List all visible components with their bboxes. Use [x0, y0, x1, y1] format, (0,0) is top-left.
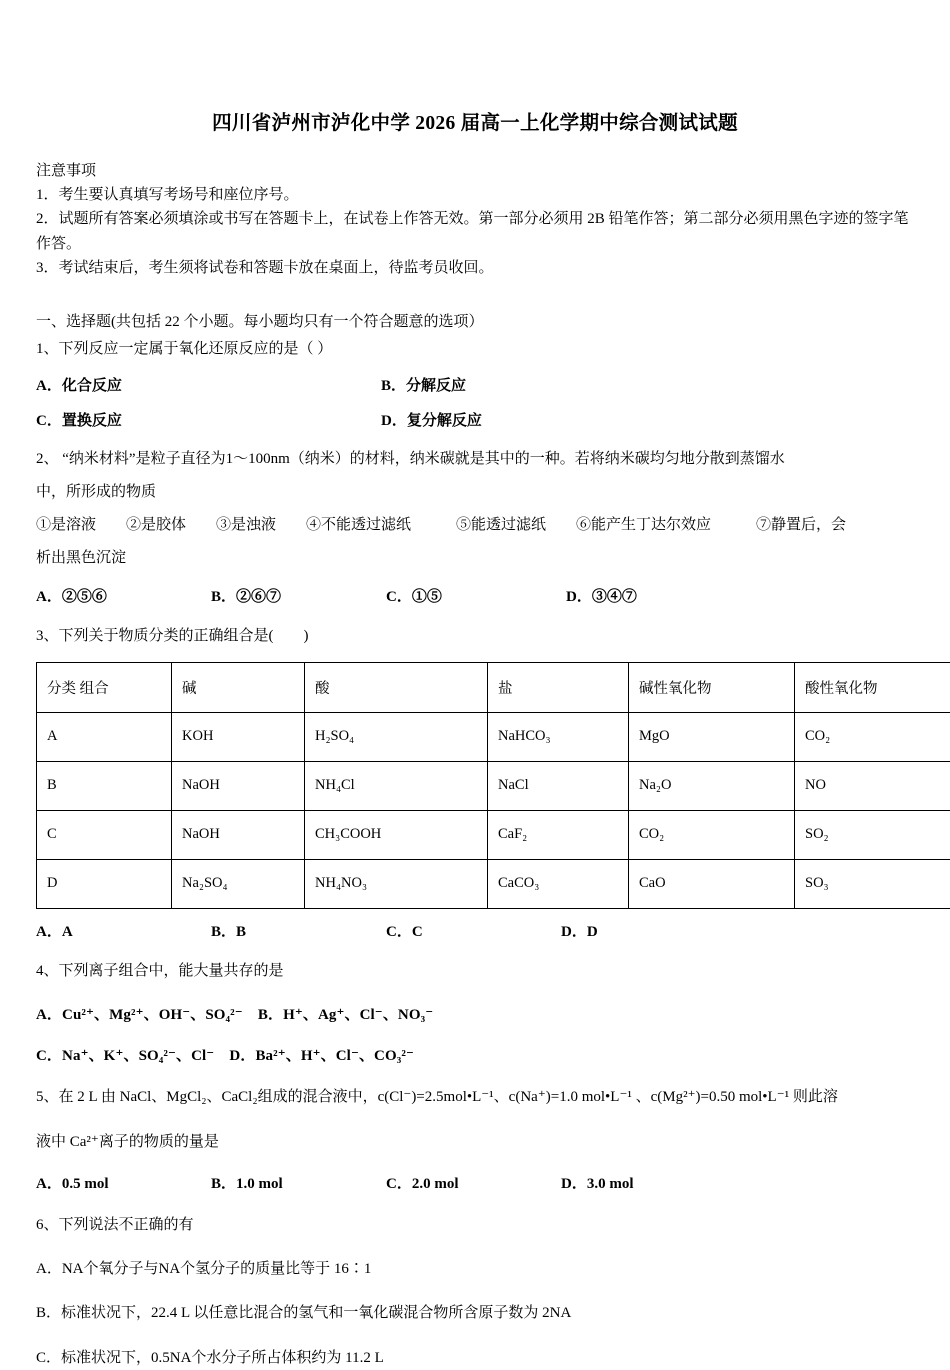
question-2-option-d[interactable]: [566, 585, 637, 606]
option-text: 0.5 mol: [62, 1176, 109, 1192]
cell-acidic-oxide: NO: [795, 761, 950, 810]
option-label: B．: [381, 378, 406, 394]
option-label: A．: [36, 924, 62, 940]
question-3-option-b[interactable]: [211, 920, 386, 941]
question-2-items-line-2: 析出黑色沉淀: [36, 543, 918, 573]
question-6-option-a[interactable]: A．NA个氧分子与NA个氢分子的质量比等于 16∶1: [36, 1257, 918, 1281]
cell-acidic-oxide: SO₃: [795, 859, 950, 908]
page-title: 四川省泸州市泸化中学 2026 届高一上化学期中综合测试试题: [0, 0, 950, 135]
question-3-options-row: [36, 920, 918, 941]
option-text: 化合反应: [62, 378, 122, 394]
option-label: C．: [386, 924, 412, 940]
cell-base: NaOH: [172, 810, 305, 859]
cell-group: A: [37, 712, 172, 761]
classification-table: [36, 662, 950, 909]
table-header-acid: 酸: [305, 662, 488, 712]
table-row: [37, 810, 950, 859]
cell-acid: NH₄Cl: [305, 761, 488, 810]
notice-item-2: 2．试题所有答案必须填涂或书写在答题卡上，在试卷上作答无效。第一部分必须用 2B 铅笔作答；第二部分必须用黑色字迹的签字笔作答。: [36, 207, 918, 256]
table-header-group: 分类 组合: [37, 662, 172, 712]
option-text: ①⑤: [412, 589, 442, 605]
table-row: [37, 761, 950, 810]
option-label: A．: [36, 1176, 62, 1192]
question-1-options-row-1: [36, 374, 918, 395]
option-text: A: [62, 924, 73, 940]
option-text: ②⑥⑦: [236, 589, 281, 605]
question-5-option-a[interactable]: [36, 1172, 211, 1193]
cell-basic-oxide: CO₂: [629, 810, 795, 859]
table-row: [37, 712, 950, 761]
question-5-option-b[interactable]: [211, 1172, 386, 1193]
option-label: A．: [36, 378, 62, 394]
cell-salt: CaF₂: [488, 810, 629, 859]
option-label: C．: [386, 1176, 412, 1192]
table-row: [37, 859, 950, 908]
option-text: C: [412, 924, 423, 940]
question-5-option-d[interactable]: [561, 1172, 634, 1193]
cell-salt: CaCO₃: [488, 859, 629, 908]
question-2-stem-line-2: 中，所形成的物质: [36, 477, 918, 507]
option-label: D．: [381, 413, 407, 429]
option-text: 2.0 mol: [412, 1176, 459, 1192]
cell-acidic-oxide: SO₂: [795, 810, 950, 859]
question-4-options-line-2[interactable]: C．Na⁺、K⁺、SO₄²⁻、Cl⁻ D．Ba²⁺、H⁺、Cl⁻、CO₃²⁻: [36, 1044, 918, 1065]
question-5-stem-line-1: 5、在 2 L 由 NaCl、MgCl₂、CaCl₂组成的混合液中，c(Cl⁻)=2.5mol•L⁻¹、c(Na⁺)=1.0 mol•L⁻¹ 、c(Mg²⁺)=0.50 mol•L⁻¹ 则此溶: [36, 1085, 918, 1109]
question-5-options-row: [36, 1172, 918, 1193]
question-4-stem: 4、下列离子组合中，能大量共存的是: [36, 959, 918, 983]
question-6-option-c[interactable]: C．标准状况下，0.5NA个水分子所占体积约为 11.2 L: [36, 1346, 918, 1370]
table-header-acidic-oxide: 酸性氧化物: [795, 662, 950, 712]
question-5-stem-line-2: 液中 Ca²⁺离子的物质的量是: [36, 1130, 918, 1154]
question-2-option-a[interactable]: [36, 585, 211, 606]
option-text: 3.0 mol: [587, 1176, 634, 1192]
cell-group: D: [37, 859, 172, 908]
cell-acid: NH₄NO₃: [305, 859, 488, 908]
option-text: 分解反应: [406, 378, 466, 394]
option-text: ②⑤⑥: [62, 589, 107, 605]
option-text: 复分解反应: [407, 413, 482, 429]
option-text: D: [587, 924, 598, 940]
cell-salt: NaHCO₃: [488, 712, 629, 761]
question-2-option-b[interactable]: [211, 585, 386, 606]
question-2-options-row: [36, 585, 918, 606]
cell-basic-oxide: CaO: [629, 859, 795, 908]
question-1-option-a[interactable]: [36, 374, 381, 395]
option-text: ③④⑦: [592, 589, 637, 605]
cell-acidic-oxide: CO₂: [795, 712, 950, 761]
question-1-option-d[interactable]: [381, 409, 482, 430]
cell-basic-oxide: Na₂O: [629, 761, 795, 810]
question-2-stem-line-1: 2、 “纳米材料”是粒子直径为1～100nm（纳米）的材料，纳米碳就是其中的一种。若将纳米碳均匀地分散到蒸馏水: [36, 444, 918, 474]
option-label: D．: [561, 1176, 587, 1192]
table-header-basic-oxide: 碱性氧化物: [629, 662, 795, 712]
question-5-option-c[interactable]: [386, 1172, 561, 1193]
option-label: A．: [36, 589, 62, 605]
notice-item-1: 1．考生要认真填写考场号和座位序号。: [36, 183, 918, 207]
cell-base: NaOH: [172, 761, 305, 810]
cell-acid: CH₃COOH: [305, 810, 488, 859]
question-2-option-c[interactable]: [386, 585, 566, 606]
document-body: [0, 161, 950, 1370]
notice-heading: 注意事项: [36, 161, 918, 183]
notice-item-3: 3．考试结束后，考生须将试卷和答题卡放在桌面上，待监考员收回。: [36, 256, 918, 280]
option-text: B: [236, 924, 246, 940]
option-text: 置换反应: [62, 413, 122, 429]
question-6-stem: 6、下列说法不正确的有: [36, 1213, 918, 1237]
option-label: D．: [561, 924, 587, 940]
table-header-salt: 盐: [488, 662, 629, 712]
cell-base: KOH: [172, 712, 305, 761]
table-header-row: [37, 662, 950, 712]
cell-salt: NaCl: [488, 761, 629, 810]
question-1-stem: 1、下列反应一定属于氧化还原反应的是（ ）: [36, 337, 918, 361]
cell-basic-oxide: MgO: [629, 712, 795, 761]
option-label: D．: [566, 589, 592, 605]
cell-acid: H₂SO₄: [305, 712, 488, 761]
question-3-option-d[interactable]: [561, 920, 598, 941]
question-3-option-c[interactable]: [386, 920, 561, 941]
question-3-option-a[interactable]: [36, 920, 211, 941]
table-header-base: 碱: [172, 662, 305, 712]
option-label: B．: [211, 589, 236, 605]
question-6-option-b[interactable]: B．标准状况下，22.4 L 以任意比混合的氢气和一氧化碳混合物所含原子数为 2NA: [36, 1301, 918, 1325]
question-4-options-line-1[interactable]: A．Cu²⁺、Mg²⁺、OH⁻、SO₄²⁻ B．H⁺、Ag⁺、Cl⁻、NO₃⁻: [36, 1003, 918, 1024]
section-heading-choice: 一、选择题(共包括 22 个小题。每小题均只有一个符合题意的选项）: [36, 310, 918, 334]
option-label: B．: [211, 1176, 236, 1192]
option-text: 1.0 mol: [236, 1176, 283, 1192]
question-3-stem: 3、下列关于物质分类的正确组合是( ): [36, 624, 918, 648]
cell-group: B: [37, 761, 172, 810]
question-2-items-line-1: ①是溶液 ②是胶体 ③是浊液 ④不能透过滤纸 ⑤能透过滤纸 ⑥能产生丁达尔效应 ⑦静置后，会: [36, 510, 918, 540]
option-label: C．: [386, 589, 412, 605]
option-label: B．: [211, 924, 236, 940]
question-1-options-row-2: [36, 409, 918, 430]
question-1-option-c[interactable]: [36, 409, 381, 430]
option-label: C．: [36, 413, 62, 429]
cell-base: Na₂SO₄: [172, 859, 305, 908]
cell-group: C: [37, 810, 172, 859]
question-1-option-b[interactable]: [381, 374, 466, 395]
